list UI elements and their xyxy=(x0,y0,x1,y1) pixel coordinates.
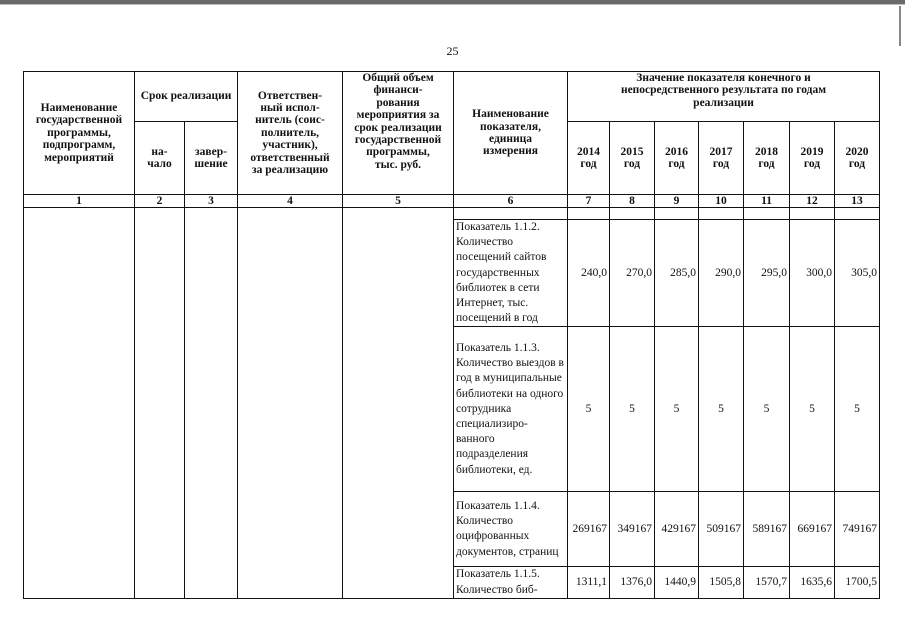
value-2020: 1700,5 xyxy=(835,567,880,598)
spacer-cell xyxy=(610,208,655,220)
value-2014: 1311,1 xyxy=(568,567,610,598)
indicator-name: Показатель 1.1.5. Количество биб- xyxy=(454,567,568,598)
value-2014: 269167 xyxy=(568,492,610,567)
header-end: завер- шение xyxy=(185,122,238,195)
value-2017: 509167 xyxy=(699,492,744,567)
top-border-rule-thin xyxy=(0,4,905,5)
indicators-table xyxy=(23,71,880,599)
column-number: 8 xyxy=(610,195,655,208)
value-2015: 1376,0 xyxy=(610,567,655,598)
header-year-2018: 2018 год xyxy=(744,122,790,195)
right-edge-mark xyxy=(899,6,901,46)
indicator-name: Показатель 1.1.3. Количество выездов в год в муниципальные библиотеки на одного сотрудника специализиро-ванного подразделения библиотеки, ед. xyxy=(454,327,568,492)
value-2018: 1570,7 xyxy=(744,567,790,598)
spacer-cell xyxy=(568,208,610,220)
program-name-cell xyxy=(24,208,135,599)
indicator-name: Показатель 1.1.2. Количество посещений сайтов государственных библиотек в сети Интернет, тыс. посещений в год xyxy=(454,220,568,327)
value-2017: 5 xyxy=(699,327,744,492)
column-number: 6 xyxy=(454,195,568,208)
value-2019: 669167 xyxy=(790,492,835,567)
header-year-2019: 2019 год xyxy=(790,122,835,195)
column-number: 2 xyxy=(135,195,185,208)
value-2017: 290,0 xyxy=(699,220,744,327)
value-2016: 285,0 xyxy=(655,220,699,327)
responsible-cell xyxy=(238,208,343,599)
column-numbers-row xyxy=(24,195,880,208)
column-number: 12 xyxy=(790,195,835,208)
indicator-name: Показатель 1.1.4. Количество оцифрованных документов, страниц xyxy=(454,492,568,567)
spacer-cell xyxy=(699,208,744,220)
spacer-cell xyxy=(790,208,835,220)
value-2020: 749167 xyxy=(835,492,880,567)
spacer-cell xyxy=(835,208,880,220)
header-year-2016: 2016 год xyxy=(655,122,699,195)
value-2020: 305,0 xyxy=(835,220,880,327)
value-2018: 295,0 xyxy=(744,220,790,327)
header-indicator-name: Наименование показателя, единица измерения xyxy=(454,72,568,195)
column-number: 5 xyxy=(343,195,454,208)
start-cell xyxy=(135,208,185,599)
header-responsible: Ответствен- ный испол- нитель (соис- полнитель, участник), ответственный за реализацию xyxy=(238,72,343,195)
value-2018: 589167 xyxy=(744,492,790,567)
value-2014: 5 xyxy=(568,327,610,492)
value-2015: 270,0 xyxy=(610,220,655,327)
value-2017: 1505,8 xyxy=(699,567,744,598)
value-2015: 349167 xyxy=(610,492,655,567)
header-year-2014: 2014 год xyxy=(568,122,610,195)
value-2014: 240,0 xyxy=(568,220,610,327)
spacer-cell xyxy=(744,208,790,220)
value-2016: 429167 xyxy=(655,492,699,567)
value-2019: 300,0 xyxy=(790,220,835,327)
header-funding: Общий объем финанси- рования мероприятия за срок реализации государственной программы, тыс. руб. xyxy=(343,72,454,195)
funding-cell xyxy=(343,208,454,599)
column-number: 7 xyxy=(568,195,610,208)
header-program-name: Наименование государственной программы, подпрограмм, мероприятий xyxy=(24,72,135,195)
column-number: 9 xyxy=(655,195,699,208)
column-number: 10 xyxy=(699,195,744,208)
value-2016: 1440,9 xyxy=(655,567,699,598)
value-2020: 5 xyxy=(835,327,880,492)
value-2019: 5 xyxy=(790,327,835,492)
value-2015: 5 xyxy=(610,327,655,492)
value-2016: 5 xyxy=(655,327,699,492)
spacer-cell xyxy=(454,208,568,220)
page-number: 25 xyxy=(446,44,459,58)
column-number: 11 xyxy=(744,195,790,208)
value-2018: 5 xyxy=(744,327,790,492)
column-number: 4 xyxy=(238,195,343,208)
header-term: Срок реализации xyxy=(135,72,238,122)
column-number: 1 xyxy=(24,195,135,208)
spacer-row xyxy=(24,208,880,220)
header-values-group: Значение показателя конечного и непосредственного результата по годам реализации xyxy=(568,72,880,122)
header-year-2017: 2017 год xyxy=(699,122,744,195)
header-start: на- чало xyxy=(135,122,185,195)
header-year-2015: 2015 год xyxy=(610,122,655,195)
spacer-cell xyxy=(655,208,699,220)
value-2019: 1635,6 xyxy=(790,567,835,598)
header-row-1 xyxy=(24,72,880,122)
column-number: 13 xyxy=(835,195,880,208)
header-year-2020: 2020 год xyxy=(835,122,880,195)
end-cell xyxy=(185,208,238,599)
column-number: 3 xyxy=(185,195,238,208)
